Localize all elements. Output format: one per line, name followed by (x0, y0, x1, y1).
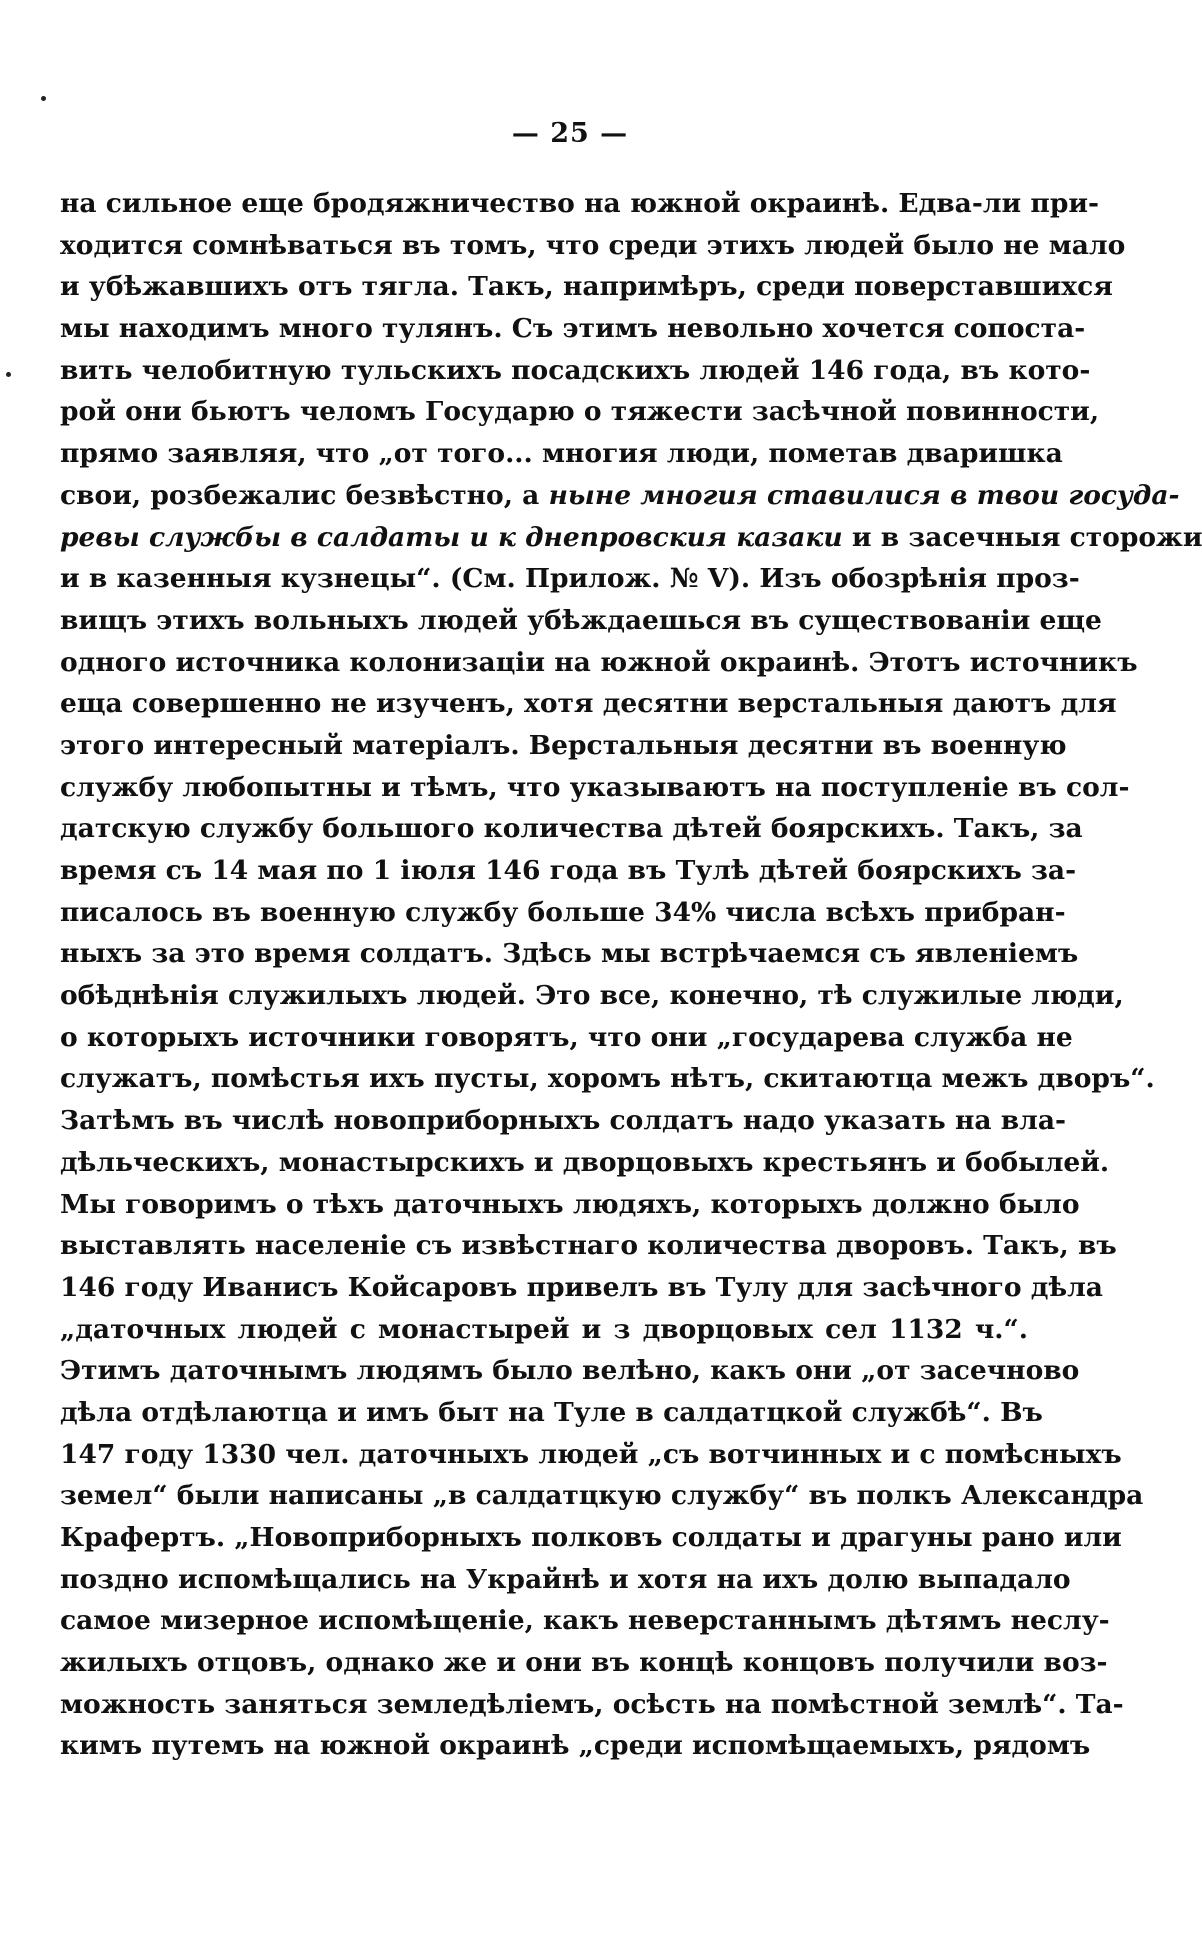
text-segment: свои, розбежалис безвѣстно, а (60, 479, 549, 511)
italic-quote: ныне многия ставилися в твои госуда- (548, 479, 1180, 511)
italic-quote: ревы службы в салдаты и к днепровския казаки (60, 521, 843, 553)
text-line: о которыхъ источники говорятъ, что они „государева служба не (60, 1021, 1073, 1053)
text-line: 146 году Иванисъ Койсаровъ привелъ въ Тулу для засѣчного дѣла (60, 1271, 1103, 1303)
text-line: писалось въ военную службу больше 34% числа всѣхъ прибран- (60, 896, 1066, 928)
text-line: обѣднѣнія служилыхъ людей. Это все, конечно, тѣ служилые люди, (60, 980, 1124, 1012)
text-line: самое мизерное испомѣщеніе, какъ неверстаннымъ дѣтямъ неслу- (60, 1605, 1110, 1637)
text-line: службу любопытны и тѣмъ, что указываютъ на поступленіе въ сол- (60, 771, 1130, 803)
text-line: этого интересный матеріалъ. Верстальныя десятни въ военную (60, 729, 1067, 761)
text-line: и в казенныя кузнецы“. (См. Прилож. № V). Изъ обозрѣнія проз- (60, 563, 1080, 595)
body-text (60, 183, 1202, 1767)
text-line: поздно испомѣщались на Украйнѣ и хотя на ихъ долю выпадало (60, 1563, 1071, 1595)
text-line: выставлять населеніе съ извѣстнаго количества дворовъ. Такъ, въ (60, 1230, 1117, 1262)
text-line: одного источника колонизаціи на южной окраинѣ. Этотъ источникъ (60, 646, 1138, 678)
text-line: дѣла отдѣлаютца и имъ быт на Туле в салдатцкой службѣ“. Въ (60, 1396, 1043, 1428)
text-line: можность заняться земледѣліемъ, осѣсть на помѣстной землѣ“. Та- (60, 1688, 1124, 1720)
text-line (60, 475, 1180, 517)
text-line (60, 517, 1202, 559)
text-line: Затѣмъ въ числѣ новоприборныхъ солдатъ надо указать на вла- (60, 1105, 1067, 1137)
text-line: вить челобитную тульскихъ посадскихъ людей 146 года, въ кото- (60, 354, 1091, 386)
text-line: „даточных людей с монастырей и з дворцовых сел 1132 ч.“. (60, 1313, 1028, 1345)
text-line: служатъ, помѣстья ихъ пусты, хоромъ нѣтъ, скитаютца межъ дворъ“. (60, 1063, 1155, 1095)
text-line: вищъ этихъ вольныхъ людей убѣждаешься въ существованіи еще (60, 604, 1102, 636)
text-line: и убѣжавшихъ отъ тягла. Такъ, напримѣръ, среди поверставшихся (60, 271, 1113, 303)
scan-speck (6, 372, 11, 377)
page-number: — 25 — (511, 118, 629, 149)
text-line: время съ 14 мая по 1 іюля 146 года въ Тулѣ дѣтей боярскихъ за- (60, 855, 1077, 886)
text-line: еща совершенно не изученъ, хотя десятни верстальныя даютъ для (60, 688, 1117, 720)
text-line: Этимъ даточнымъ людямъ было велѣно, какъ они „от засечново (60, 1355, 1080, 1387)
text-line: земел“ были написаны „в салдатцкую службу“ въ полкъ Александра (60, 1480, 1144, 1512)
text-line: дѣльческихъ, монастырскихъ и дворцовыхъ крестьянъ и бобылей. (60, 1146, 1110, 1178)
text-line: датскую службу большого количества дѣтей боярскихъ. Такъ, за (60, 813, 1083, 845)
text-line: ходится сомнѣваться въ томъ, что среди этихъ людей было не мало (60, 229, 1126, 261)
text-line: Мы говоримъ о тѣхъ даточныхъ людяхъ, которыхъ должно было (60, 1188, 1080, 1220)
text-line: ныхъ за это время солдатъ. Здѣсь мы встрѣчаемся съ явленіемъ (60, 938, 1079, 970)
text-line: кимъ путемъ на южной окраинѣ „среди испомѣщаемыхъ, рядомъ (60, 1730, 1091, 1762)
text-line: мы находимъ много тулянъ. Съ этимъ невольно хочется сопоста- (60, 313, 1086, 345)
text-line: на сильное еще бродяжничество на южной окраинѣ. Едва-ли при- (60, 188, 1099, 219)
text-segment: и в засечныя сторожи (842, 521, 1202, 553)
text-line: 147 году 1330 чел. даточныхъ людей „съ вотчинных и с помѣсныхъ (60, 1438, 1122, 1470)
scan-speck (41, 96, 46, 101)
text-line: Крафертъ. „Новоприборныхъ полковъ солдаты и драгуны рано или (60, 1522, 1122, 1553)
text-line: прямо заявляя, что „от того... многия люди, пометав дваришка (60, 438, 1063, 470)
text-line: рой они бьютъ челомъ Государю о тяжести засѣчной повинности, (60, 396, 1100, 428)
text-line: жилыхъ отцовъ, однако же и они въ концѣ концовъ получили воз- (60, 1647, 1108, 1679)
